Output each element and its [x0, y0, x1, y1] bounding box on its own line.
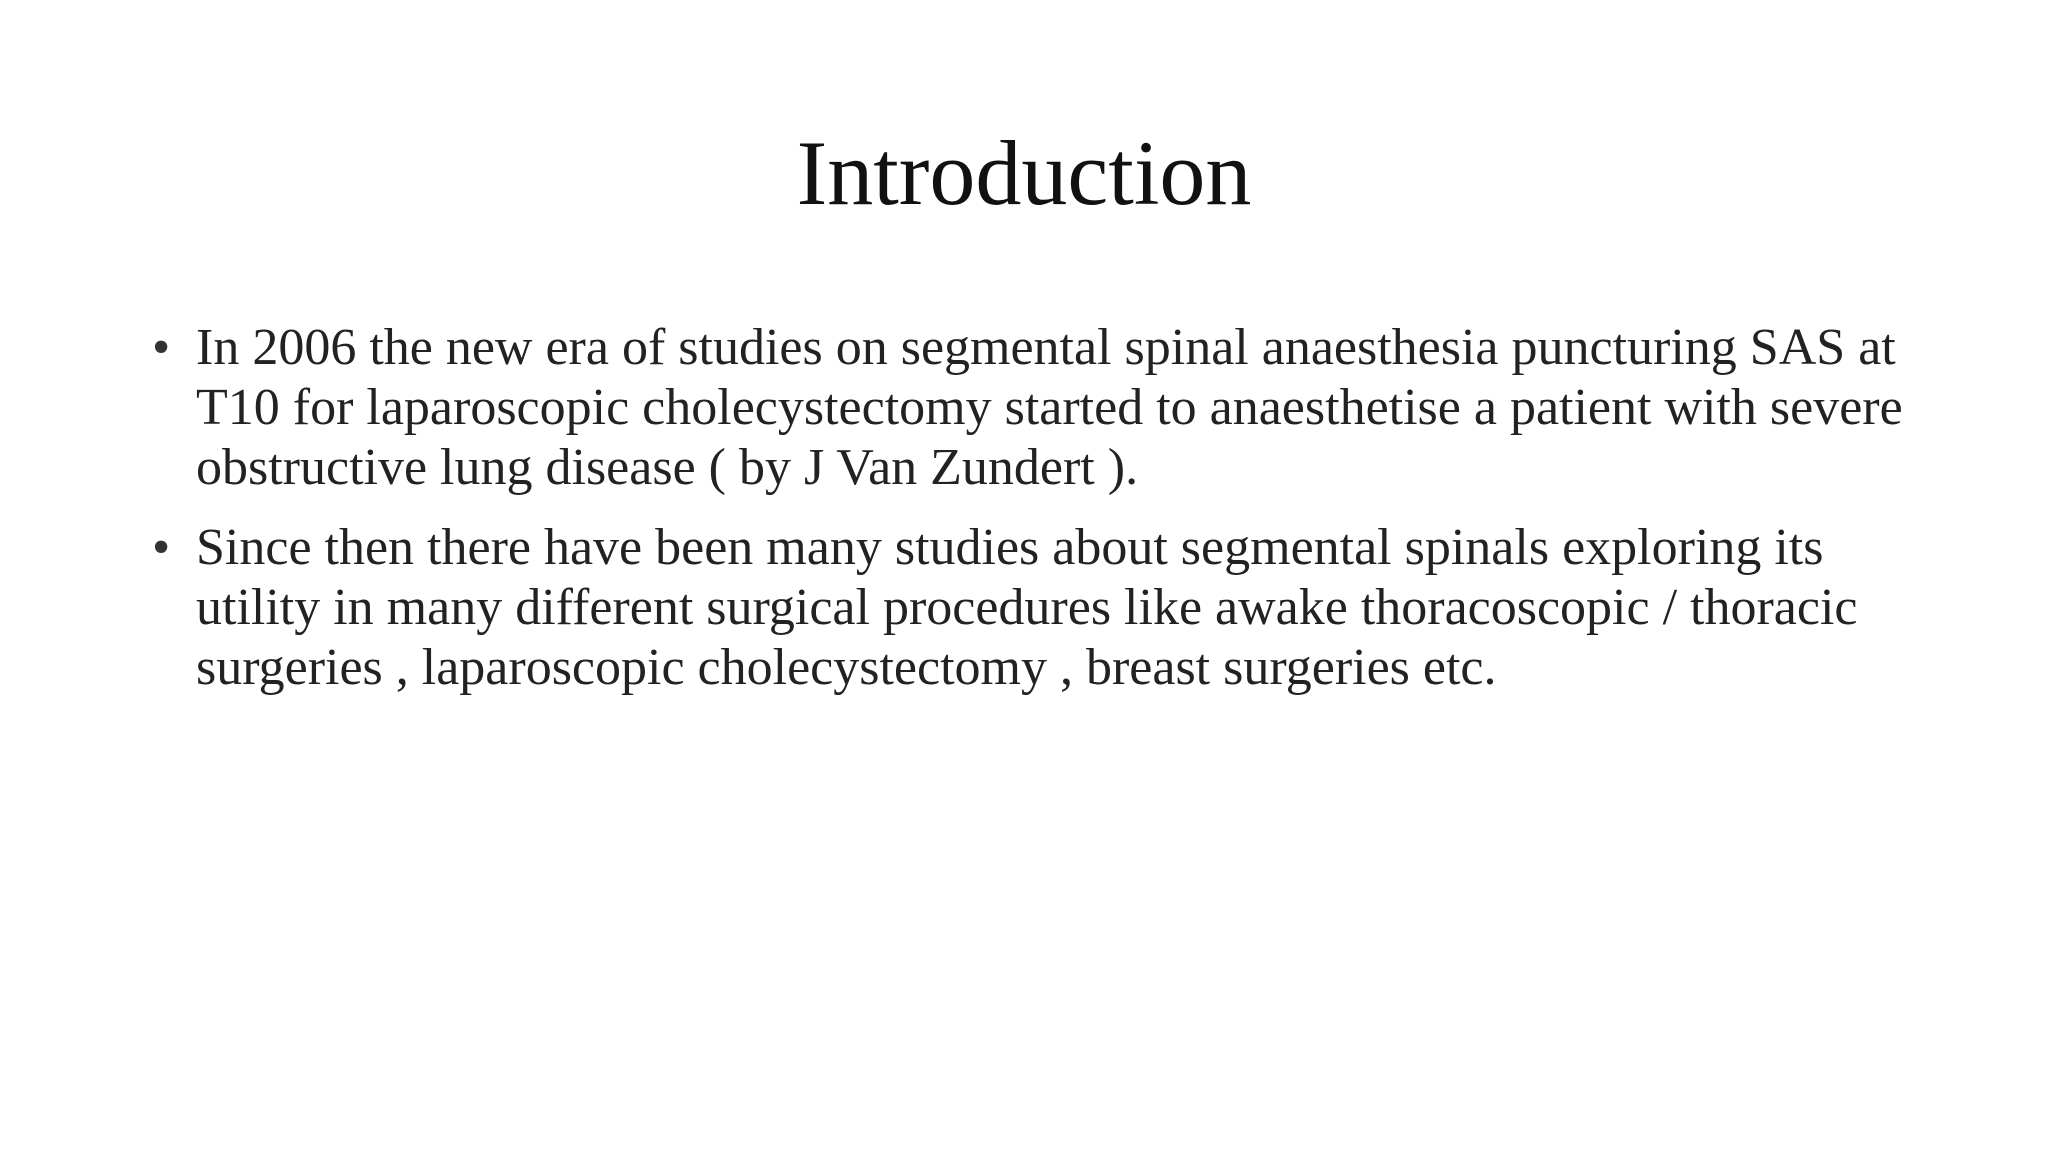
bullet-text: In 2006 the new era of studies on segmental spinal anaesthesia puncturing SAS at T10 for laparoscopic cholecystectomy started to anaesthetise a patient with severe obstructive lung disease ( by J Van Zundert ). — [196, 319, 1903, 496]
bullet-item — [152, 318, 1912, 498]
bullet-list — [152, 318, 1912, 718]
bullet-marker: • — [152, 519, 171, 576]
bullet-item — [152, 518, 1912, 698]
slide-title: Introduction — [796, 122, 1252, 224]
bullet-text: Since then there have been many studies about segmental spinals exploring its utility in many different surgical procedures like awake thoracoscopic / thoracic surgeries , laparoscopic cholecystectomy , breast surgeries etc. — [196, 519, 1858, 696]
bullet-marker: • — [152, 319, 171, 376]
